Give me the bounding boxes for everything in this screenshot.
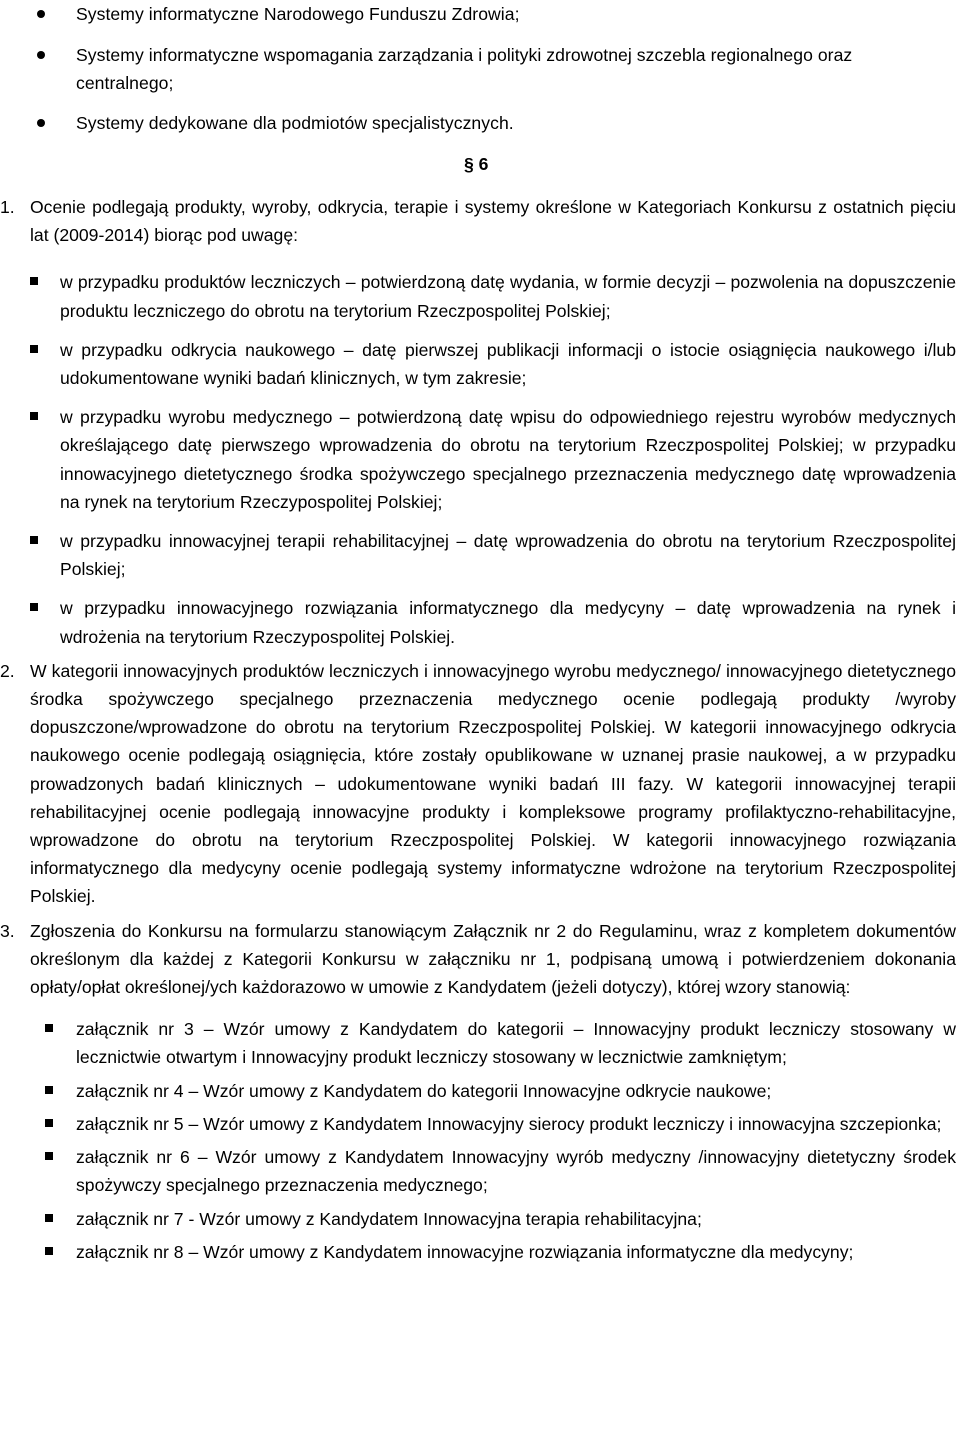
sub-bullet-text: w przypadku innowacyjnej terapii rehabilitacyjnej – datę wprowadzenia do obrotu na terytorium Rzeczpospolitej Polskiej; (60, 531, 956, 580)
square-bullet-icon (30, 345, 38, 353)
sub-bullet-item (45, 1205, 956, 1233)
sub-bullet-item (45, 1110, 956, 1138)
numbered-item (0, 193, 960, 651)
intro-bullet-item (0, 0, 960, 28)
sub-bullet-text: załącznik nr 3 – Wzór umowy z Kandydatem do kategorii – Innowacyjny produkt leczniczy stosowany w lecznictwie otwartym i Innowacyjny produkt leczniczy stosowany w lecznictwie zamkniętym; (76, 1019, 956, 1068)
intro-bullet-text: Systemy informatyczne wspomagania zarządzania i polityki zdrowotnej szczebla regionalnego oraz centralnego; (76, 45, 853, 94)
item-text: W kategorii innowacyjnych produktów leczniczych i innowacyjnego wyrobu medycznego/ innowacyjnego dietetycznego środka spożywczego specjalnego przeznaczenia medycznego ocenie podlegają produkty /wyroby dopuszczone/wprowadzone do obrotu na terytorium Rzeczpospolitej Polskiej. W kategorii innowacyjnego odkrycia naukowego ocenie podlegają osiągnięcia, które zostały opublikowane w uznanej prasie naukowej, a w przypadku prowadzonych badań klinicznych – udokumentowane wyniki badań III fazy. W kategorii innowacyjnej terapii rehabilitacyjnej ocenie podlegają innowacyjne produkty i kompleksowe programy profilaktyczno-rehabilitacyjne, wprowadzone do obrotu na terytorium Rzeczpospolitej Polskiej. W kategorii innowacyjnego rozwiązania informatycznego dla medycyny ocenie podlegają systemy informatyczne wdrożone na terytorium Rzeczpospolitej Polskiej. (30, 660, 956, 907)
item-text: Zgłoszenia do Konkursu na formularzu stanowiącym Załącznik nr 2 do Regulaminu, wraz z kompletem dokumentów określonym dla każdej z Kategorii Konkursu w załączniku nr 1, podpisaną umową i potwierdzeniem dokonania opłaty/opłat określonej/ych każdorazowo w umowie z Kandydatem (jeżeli dotyczy), której wzory stanowią: (30, 920, 956, 998)
sub-bullet-text: załącznik nr 4 – Wzór umowy z Kandydatem do kategorii Innowacyjne odkrycie naukowe; (76, 1080, 772, 1101)
square-bullet-icon (30, 536, 38, 544)
sub-bullet-text: załącznik nr 6 – Wzór umowy z Kandydatem Innowacyjny wyrób medyczny /innowacyjny dietetyczny środek spożywczy specjalnego przeznaczenia medycznego; (76, 1147, 956, 1196)
intro-bullet-item (0, 41, 960, 97)
square-bullet-icon (45, 1086, 53, 1094)
numbered-list (0, 193, 960, 1266)
item-number: 3. (0, 920, 15, 941)
bullet-dot-icon (37, 51, 45, 59)
sub-bullet-item (45, 1077, 956, 1105)
item-text: Ocenie podlegają produkty, wyroby, odkrycia, terapie i systemy określone w Kategoriach Konkursu z ostatnich pięciu lat (2009-2014) biorąc pod uwagę: (30, 197, 956, 246)
square-bullet-icon (30, 412, 38, 420)
square-bullet-icon (30, 603, 38, 611)
sub-bullet-text: załącznik nr 8 – Wzór umowy z Kandydatem innowacyjne rozwiązania informatyczne dla medycyny; (76, 1241, 854, 1262)
item-number: 2. (0, 660, 15, 681)
square-bullet-icon (45, 1119, 53, 1127)
numbered-item (0, 917, 960, 1266)
intro-bullet-text: Systemy dedykowane dla podmiotów specjalistycznych. (76, 112, 514, 133)
intro-bullet-list (0, 0, 960, 148)
sub-bullet-text: w przypadku innowacyjnego rozwiązania informatycznego dla medycyny – datę wprowadzenia na rynek i wdrożenia na terytorium Rzeczypospolitej Polskiej. (60, 598, 956, 647)
sub-bullet-item (30, 403, 956, 516)
sub-bullet-item (45, 1143, 956, 1199)
square-bullet-icon (30, 277, 38, 285)
sub-bullet-text: załącznik nr 5 – Wzór umowy z Kandydatem Innowacyjny sierocy produkt leczniczy i innowacyjna szczepionka; (76, 1113, 942, 1134)
intro-bullet-text: Systemy informatyczne Narodowego Funduszu Zdrowia; (76, 4, 520, 24)
square-bullet-icon (45, 1024, 53, 1032)
item-number: 1. (0, 197, 15, 217)
bullet-dot-icon (37, 10, 45, 18)
square-bullet-icon (45, 1152, 53, 1160)
sub-bullet-list (45, 1015, 956, 1266)
sub-bullet-item (45, 1238, 956, 1266)
square-bullet-icon (45, 1247, 53, 1255)
sub-bullet-item (30, 594, 956, 650)
sub-bullet-list (30, 268, 956, 650)
numbered-item (0, 657, 960, 911)
sub-bullet-text: w przypadku wyrobu medycznego – potwierdzoną datę wpisu do odpowiedniego rejestru wyrobów medycznych określającego datę pierwszego wprowadzenia do obrotu na terytorium Rzeczpospolitej Polskiej; w przypadku innowacyjnego dietetycznego środka spożywczego specjalnego przeznaczenia medycznego datę wprowadzenia na rynek na terytorium Rzeczypospolitej Polskiej; (60, 407, 956, 512)
bullet-dot-icon (37, 119, 45, 127)
section-number: § 6 (464, 154, 489, 174)
sub-bullet-item (30, 268, 956, 324)
sub-bullet-item (45, 1015, 956, 1071)
sub-bullet-text: załącznik nr 7 - Wzór umowy z Kandydatem Innowacyjna terapia rehabilitacyjna; (76, 1208, 702, 1229)
intro-bullet-item (0, 109, 960, 137)
square-bullet-icon (45, 1214, 53, 1222)
sub-bullet-item (30, 336, 956, 392)
sub-bullet-text: w przypadku produktów leczniczych – potwierdzoną datę wydania, w formie decyzji – pozwolenia na dopuszczenie produktu leczniczego do obrotu na terytorium Rzeczpospolitej Polskiej; (60, 272, 956, 321)
sub-bullet-item (30, 527, 956, 583)
sub-bullet-text: w przypadku odkrycia naukowego – datę pierwszej publikacji informacji o istocie osiągnięcia naukowego i/lub udokumentowane wyniki badań klinicznych, w tym zakresie; (60, 339, 956, 389)
